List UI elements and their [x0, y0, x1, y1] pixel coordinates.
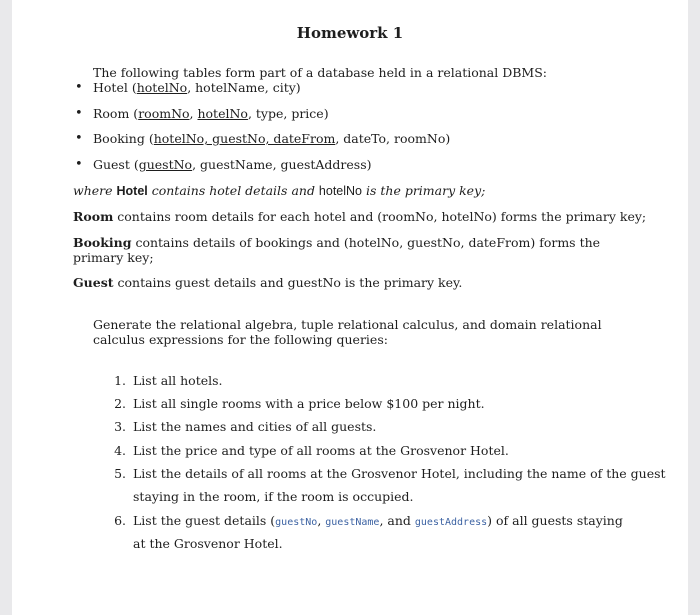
task-text: Generate the relational algebra, tuple relational calculus, and domain relational calculus expressions for the following queries: [93, 317, 602, 347]
query-5-line-2: staying in the room, if the room is occupied. [133, 489, 414, 504]
bullet-icon: • [75, 131, 83, 146]
query-4: List the price and type of all rooms at the Grosvenor Hotel. [133, 443, 509, 458]
bullet-icon: • [75, 157, 83, 172]
where-hotel-line: where Hotel contains hotel details and hotelNo is the primary key; [73, 183, 486, 198]
query-number: 1. [114, 373, 126, 388]
query-6-line-1: List the guest details (guestNo, guestName, and guestAddress) of all guests staying [133, 513, 623, 528]
bullet-icon: • [75, 80, 83, 95]
query-1: List all hotels. [133, 373, 223, 388]
query-2: List all single rooms with a price below $100 per night. [133, 396, 485, 411]
table-room: Room (roomNo, hotelNo, type, price) [93, 106, 329, 121]
query-3: List the names and cities of all guests. [133, 419, 377, 434]
query-number: 3. [114, 419, 126, 434]
query-number: 6. [114, 513, 126, 528]
code-guestaddress: guestAddress [414, 517, 488, 528]
query-number: 2. [114, 396, 126, 411]
document-title: Homework 1 [296, 24, 404, 42]
query-number: 4. [114, 443, 126, 458]
intro-text: The following tables form part of a database held in a relational DBMS: [93, 65, 548, 80]
query-5-line-1: List the details of all rooms at the Grosvenor Hotel, including the name of the guest [133, 466, 666, 481]
guest-description: Guest contains guest details and guestNo is the primary key. [73, 275, 463, 290]
booking-description: Booking contains details of bookings and (hotelNo, guestNo, dateFrom) forms the primary key; [73, 235, 601, 265]
table-hotel: Hotel (hotelNo, hotelName, city) [93, 80, 301, 95]
room-description: Room contains room details for each hotel and (roomNo, hotelNo) forms the primary key; [73, 209, 647, 224]
query-6-line-2: at the Grosvenor Hotel. [133, 536, 283, 551]
table-guest: Guest (guestNo, guestName, guestAddress) [93, 157, 372, 172]
query-number: 5. [114, 466, 126, 481]
document-page [12, 0, 688, 615]
table-booking: Booking (hotelNo, guestNo, dateFrom, dateTo, roomNo) [93, 131, 451, 146]
bullet-icon: • [75, 106, 83, 121]
code-guestno: guestNo [275, 517, 318, 528]
code-guestname: guestName [325, 517, 380, 528]
